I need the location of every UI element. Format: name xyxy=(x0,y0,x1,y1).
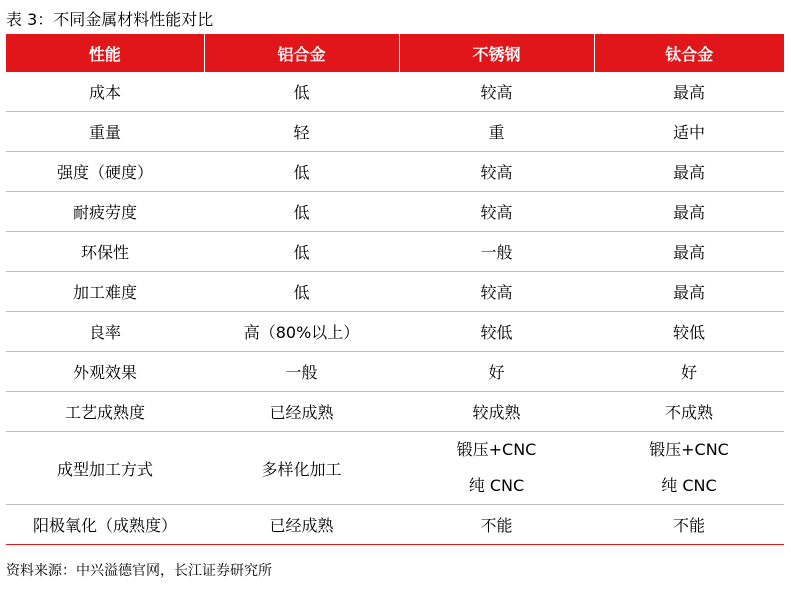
header-row xyxy=(6,34,784,72)
table-cell: 高（80%以上） xyxy=(204,312,399,352)
row-label: 工艺成熟度 xyxy=(6,392,204,432)
table-cell: 低 xyxy=(204,232,399,272)
table-cell: 已经成熟 xyxy=(204,505,399,545)
row-label: 良率 xyxy=(6,312,204,352)
table-cell: 轻 xyxy=(204,112,399,152)
table-cell: 适中 xyxy=(594,112,784,152)
table-row xyxy=(6,72,784,112)
table-cell: 较高 xyxy=(399,192,594,232)
table-cell xyxy=(399,432,594,505)
table-cell: 最高 xyxy=(594,152,784,192)
table-cell: 较低 xyxy=(399,312,594,352)
header-cell-stainless-steel: 不锈钢 xyxy=(399,34,594,72)
row-label: 重量 xyxy=(6,112,204,152)
table-cell: 重 xyxy=(399,112,594,152)
table-cell: 最高 xyxy=(594,192,784,232)
table-row xyxy=(6,392,784,432)
row-label: 成型加工方式 xyxy=(6,432,204,505)
table-row xyxy=(6,192,784,232)
cell-line: 锻压+CNC xyxy=(649,440,729,459)
table-cell: 较高 xyxy=(399,272,594,312)
table-caption: 表 3：不同金属材料性能对比 xyxy=(6,10,214,29)
table-cell: 较高 xyxy=(399,152,594,192)
table-cell: 不能 xyxy=(594,505,784,545)
table-cell: 低 xyxy=(204,192,399,232)
header-cell-titanium-alloy: 钛合金 xyxy=(594,34,784,72)
table-cell: 低 xyxy=(204,152,399,192)
table-row xyxy=(6,152,784,192)
source-note: 资料来源：中兴溢德官网，长江证券研究所 xyxy=(6,563,272,579)
row-label: 加工难度 xyxy=(6,272,204,312)
table-cell: 较高 xyxy=(399,72,594,112)
table-row xyxy=(6,432,784,505)
header-cell-property: 性能 xyxy=(6,34,204,72)
cell-line: 锻压+CNC xyxy=(456,440,537,459)
row-label: 阳极氧化（成熟度） xyxy=(6,505,204,545)
table-cell: 较低 xyxy=(594,312,784,352)
table-cell: 不能 xyxy=(399,505,594,545)
table-row xyxy=(6,272,784,312)
table-cell: 最高 xyxy=(594,232,784,272)
cell-line: 纯 CNC xyxy=(661,476,717,495)
table-row xyxy=(6,232,784,272)
cell-line: 纯 CNC xyxy=(468,476,525,495)
table-cell: 最高 xyxy=(594,72,784,112)
table-row xyxy=(6,112,784,152)
table-cell: 不成熟 xyxy=(594,392,784,432)
table-cell: 低 xyxy=(204,272,399,312)
table-cell: 一般 xyxy=(204,352,399,392)
table-cell: 低 xyxy=(204,72,399,112)
table-row xyxy=(6,312,784,352)
row-label: 强度（硬度） xyxy=(6,152,204,192)
row-label: 外观效果 xyxy=(6,352,204,392)
row-label: 环保性 xyxy=(6,232,204,272)
table-row xyxy=(6,505,784,545)
table-cell: 多样化加工 xyxy=(204,432,399,505)
row-label: 成本 xyxy=(6,72,204,112)
table-cell: 最高 xyxy=(594,272,784,312)
table-cell: 好 xyxy=(399,352,594,392)
table-cell: 一般 xyxy=(399,232,594,272)
table-cell: 好 xyxy=(594,352,784,392)
table-cell xyxy=(594,432,784,505)
table-cell: 较成熟 xyxy=(399,392,594,432)
table-cell: 已经成熟 xyxy=(204,392,399,432)
row-label: 耐疲劳度 xyxy=(6,192,204,232)
header-cell-aluminum-alloy: 铝合金 xyxy=(204,34,399,72)
table-row xyxy=(6,352,784,392)
metal-comparison-table xyxy=(6,34,784,545)
